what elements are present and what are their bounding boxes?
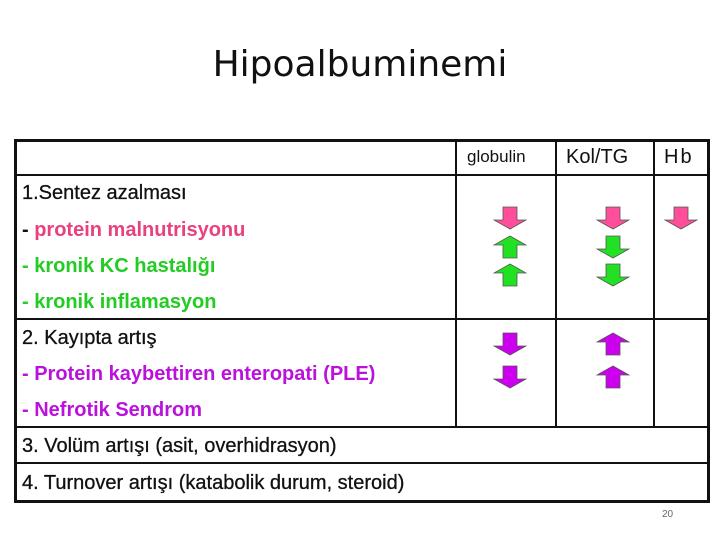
arrow-up-icon	[493, 235, 527, 259]
arrow-down-icon	[493, 206, 527, 230]
arrow-down-icon	[596, 235, 630, 259]
row-label: - Nefrotik Sendrom	[22, 399, 203, 421]
divider	[14, 426, 710, 428]
arrow-up-icon	[596, 332, 630, 356]
label-text: protein malnutrisyonu	[34, 219, 246, 241]
header-hb: Hb	[664, 146, 694, 168]
arrow-down-icon	[596, 206, 630, 230]
row-label	[22, 218, 245, 242]
header-globulin: globulin	[467, 147, 526, 166]
divider	[14, 462, 710, 464]
arrow-up-icon	[493, 263, 527, 287]
row-label: 1.Sentez azalması	[22, 182, 187, 204]
row-label: - kronik inflamasyon	[22, 291, 217, 313]
row-label: - Protein kaybettiren enteropati (PLE)	[22, 363, 376, 385]
arrow-up-icon	[596, 365, 630, 389]
slide-title: Hipoalbuminemi	[212, 44, 508, 85]
divider	[555, 139, 557, 428]
divider	[455, 139, 457, 428]
divider	[14, 318, 710, 320]
page-number: 20	[662, 509, 674, 520]
arrow-down-icon	[493, 332, 527, 356]
row-label: 4. Turnover artışı (katabolik durum, steroid)	[22, 472, 405, 494]
arrow-down-icon	[493, 365, 527, 389]
arrow-down-icon	[664, 206, 698, 230]
row-label: 3. Volüm artışı (asit, overhidrasyon)	[22, 435, 337, 457]
row-label: - kronik KC hastalığı	[22, 255, 216, 277]
dash: -	[22, 219, 35, 241]
row-label: 2. Kayıpta artış	[22, 327, 157, 349]
divider	[653, 139, 655, 428]
header-koltg: Kol/TG	[566, 146, 629, 168]
arrow-down-icon	[596, 263, 630, 287]
divider	[14, 174, 710, 176]
